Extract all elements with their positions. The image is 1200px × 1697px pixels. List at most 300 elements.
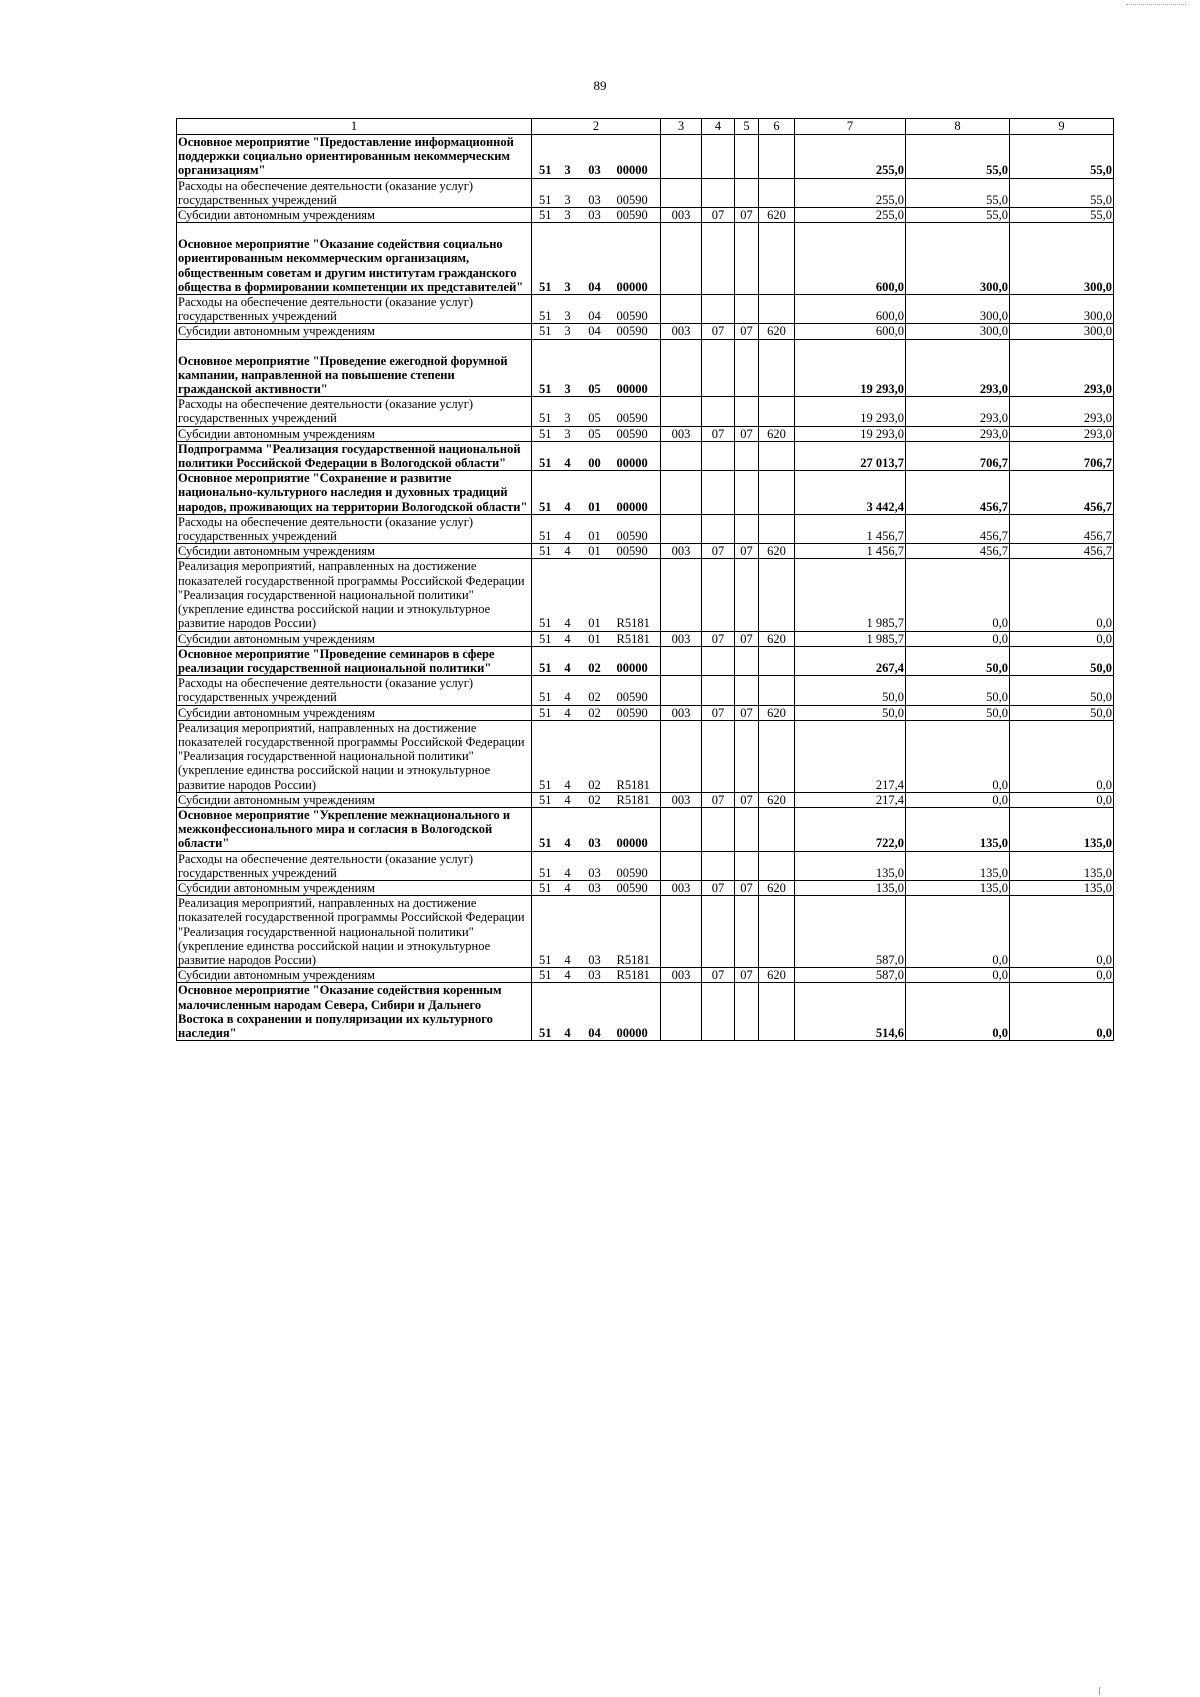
amount-col-7: 1 456,7 (795, 544, 906, 559)
amount-col-9: 0,0 (1010, 968, 1114, 983)
amount-col-9: 0,0 (1010, 983, 1114, 1041)
subprogram-code: 4 (559, 514, 577, 543)
subsection-code (735, 896, 759, 968)
amount-col-9: 135,0 (1010, 880, 1114, 895)
row-name: Субсидии автономным учреждениям (177, 544, 532, 559)
header-col-7: 7 (795, 119, 906, 135)
row-name: Реализация мероприятий, направленных на достижение показателей государственной программы Российской Федерации "Реализация государственной национальной политики" (укрепление единства российской нации и этнокультурное развитие народов России) (177, 896, 532, 968)
amount-col-7: 255,0 (795, 135, 906, 179)
amount-col-9: 300,0 (1010, 324, 1114, 339)
measure-code: 02 (577, 792, 613, 807)
table-row (177, 544, 1114, 559)
expense-type-code: 620 (759, 426, 795, 441)
section-code (702, 339, 735, 397)
subprogram-code: 4 (559, 983, 577, 1041)
scan-edge-mark (1126, 0, 1186, 5)
amount-col-8: 50,0 (906, 676, 1010, 705)
amount-col-9: 135,0 (1010, 807, 1114, 851)
subprogram-code: 4 (559, 968, 577, 983)
row-name: Расходы на обеспечение деятельности (оказание услуг) государственных учреждений (177, 178, 532, 207)
subprogram-code: 3 (559, 135, 577, 179)
subprogram-code: 3 (559, 178, 577, 207)
program-code: 51 (532, 471, 559, 515)
section-code: 07 (702, 426, 735, 441)
subprogram-code: 3 (559, 426, 577, 441)
row-name: Подпрограмма "Реализация государственной национальной политики Российской Федерации в Вологодской области" (177, 441, 532, 470)
department-code (661, 559, 702, 631)
expense-type-code: 620 (759, 880, 795, 895)
amount-col-7: 135,0 (795, 880, 906, 895)
program-code: 51 (532, 324, 559, 339)
department-code (661, 514, 702, 543)
amount-col-8: 706,7 (906, 441, 1010, 470)
subsection-code: 07 (735, 631, 759, 646)
header-col-1: 1 (177, 119, 532, 135)
section-code (702, 471, 735, 515)
expense-type-code (759, 471, 795, 515)
amount-col-8: 0,0 (906, 968, 1010, 983)
amount-col-8: 55,0 (906, 208, 1010, 223)
direction-code: 00590 (613, 208, 661, 223)
subprogram-code: 4 (559, 851, 577, 880)
direction-code: 00590 (613, 295, 661, 324)
program-code: 51 (532, 208, 559, 223)
amount-col-8: 300,0 (906, 223, 1010, 295)
amount-col-9: 293,0 (1010, 339, 1114, 397)
subsection-code (735, 223, 759, 295)
row-name: Субсидии автономным учреждениям (177, 968, 532, 983)
expense-type-code (759, 441, 795, 470)
direction-code: R5181 (613, 631, 661, 646)
direction-code: 00590 (613, 514, 661, 543)
department-code (661, 397, 702, 426)
department-code: 003 (661, 208, 702, 223)
section-code (702, 720, 735, 792)
direction-code: 00590 (613, 426, 661, 441)
table-row (177, 646, 1114, 675)
table-row (177, 223, 1114, 295)
measure-code: 05 (577, 339, 613, 397)
amount-col-9: 293,0 (1010, 397, 1114, 426)
amount-col-7: 722,0 (795, 807, 906, 851)
program-code: 51 (532, 880, 559, 895)
direction-code: 00000 (613, 441, 661, 470)
program-code: 51 (532, 676, 559, 705)
amount-col-8: 55,0 (906, 178, 1010, 207)
measure-code: 04 (577, 324, 613, 339)
program-code: 51 (532, 896, 559, 968)
section-code: 07 (702, 208, 735, 223)
department-code (661, 339, 702, 397)
table-row (177, 441, 1114, 470)
subprogram-code: 4 (559, 631, 577, 646)
header-col-8: 8 (906, 119, 1010, 135)
amount-col-7: 19 293,0 (795, 426, 906, 441)
measure-code: 03 (577, 208, 613, 223)
department-code (661, 223, 702, 295)
table-row (177, 705, 1114, 720)
subsection-code (735, 178, 759, 207)
section-code (702, 676, 735, 705)
section-code: 07 (702, 880, 735, 895)
amount-col-7: 1 985,7 (795, 559, 906, 631)
table-row (177, 676, 1114, 705)
subsection-code (735, 339, 759, 397)
amount-col-9: 300,0 (1010, 223, 1114, 295)
expense-type-code (759, 983, 795, 1041)
amount-col-8: 135,0 (906, 851, 1010, 880)
section-code (702, 896, 735, 968)
amount-col-9: 0,0 (1010, 631, 1114, 646)
program-code: 51 (532, 397, 559, 426)
subsection-code (735, 397, 759, 426)
amount-col-8: 50,0 (906, 705, 1010, 720)
table-row (177, 720, 1114, 792)
table-row (177, 807, 1114, 851)
amount-col-7: 587,0 (795, 896, 906, 968)
program-code: 51 (532, 223, 559, 295)
amount-col-9: 50,0 (1010, 646, 1114, 675)
subsection-code (735, 807, 759, 851)
program-code: 51 (532, 135, 559, 179)
direction-code: 00000 (613, 223, 661, 295)
expense-type-code (759, 807, 795, 851)
table-header-row (177, 119, 1114, 135)
direction-code: 00590 (613, 705, 661, 720)
amount-col-7: 255,0 (795, 178, 906, 207)
amount-col-7: 514,6 (795, 983, 906, 1041)
department-code (661, 135, 702, 179)
row-name: Основное мероприятие "Сохранение и развитие национально-культурного наследия и духовных традиций народов, проживающих на территории Вологодской области" (177, 471, 532, 515)
section-code (702, 514, 735, 543)
department-code: 003 (661, 426, 702, 441)
amount-col-7: 255,0 (795, 208, 906, 223)
section-code: 07 (702, 792, 735, 807)
program-code: 51 (532, 646, 559, 675)
amount-col-8: 0,0 (906, 720, 1010, 792)
subprogram-code: 4 (559, 676, 577, 705)
expense-type-code (759, 339, 795, 397)
table-row (177, 983, 1114, 1041)
measure-code: 01 (577, 514, 613, 543)
section-code: 07 (702, 705, 735, 720)
department-code: 003 (661, 544, 702, 559)
header-col-4: 4 (702, 119, 735, 135)
program-code: 51 (532, 720, 559, 792)
table-row (177, 559, 1114, 631)
program-code: 51 (532, 968, 559, 983)
amount-col-9: 55,0 (1010, 208, 1114, 223)
department-code (661, 295, 702, 324)
measure-code: 03 (577, 135, 613, 179)
measure-code: 00 (577, 441, 613, 470)
department-code: 003 (661, 631, 702, 646)
department-code: 003 (661, 324, 702, 339)
row-name: Основное мероприятие "Проведение ежегодной форумной кампании, направленной на повышение степени гражданской активности" (177, 339, 532, 397)
subsection-code (735, 646, 759, 675)
measure-code: 02 (577, 646, 613, 675)
table-row (177, 426, 1114, 441)
subsection-code: 07 (735, 880, 759, 895)
amount-col-7: 1 985,7 (795, 631, 906, 646)
expense-type-code (759, 851, 795, 880)
subprogram-code: 4 (559, 720, 577, 792)
subprogram-code: 3 (559, 397, 577, 426)
expense-type-code (759, 676, 795, 705)
section-code (702, 178, 735, 207)
amount-col-8: 456,7 (906, 544, 1010, 559)
subprogram-code: 4 (559, 705, 577, 720)
measure-code: 03 (577, 968, 613, 983)
subsection-code: 07 (735, 544, 759, 559)
program-code: 51 (532, 559, 559, 631)
subsection-code (735, 676, 759, 705)
amount-col-8: 0,0 (906, 983, 1010, 1041)
section-code (702, 851, 735, 880)
program-code: 51 (532, 295, 559, 324)
amount-col-9: 456,7 (1010, 471, 1114, 515)
expense-type-code (759, 223, 795, 295)
amount-col-8: 456,7 (906, 471, 1010, 515)
measure-code: 02 (577, 676, 613, 705)
amount-col-7: 50,0 (795, 676, 906, 705)
amount-col-7: 19 293,0 (795, 339, 906, 397)
table-row (177, 968, 1114, 983)
table-row (177, 792, 1114, 807)
department-code: 003 (661, 705, 702, 720)
table-row (177, 896, 1114, 968)
row-name: Расходы на обеспечение деятельности (оказание услуг) государственных учреждений (177, 295, 532, 324)
measure-code: 01 (577, 631, 613, 646)
department-code: 003 (661, 880, 702, 895)
row-name: Расходы на обеспечение деятельности (оказание услуг) государственных учреждений (177, 676, 532, 705)
program-code: 51 (532, 426, 559, 441)
subprogram-code: 3 (559, 208, 577, 223)
row-name: Основное мероприятие "Оказание содействия социально ориентированным некоммерческим организациям, общественным советам и другим институтам гражданского общества в формировании компетенции их представителей" (177, 223, 532, 295)
expense-type-code (759, 720, 795, 792)
subsection-code (735, 471, 759, 515)
amount-col-9: 456,7 (1010, 544, 1114, 559)
subsection-code (735, 983, 759, 1041)
department-code (661, 178, 702, 207)
amount-col-9: 706,7 (1010, 441, 1114, 470)
table-row (177, 178, 1114, 207)
row-name: Субсидии автономным учреждениям (177, 426, 532, 441)
program-code: 51 (532, 807, 559, 851)
measure-code: 04 (577, 295, 613, 324)
amount-col-9: 55,0 (1010, 135, 1114, 179)
measure-code: 02 (577, 705, 613, 720)
subsection-code (735, 559, 759, 631)
direction-code: 00000 (613, 807, 661, 851)
amount-col-7: 217,4 (795, 720, 906, 792)
direction-code: 00590 (613, 178, 661, 207)
subsection-code (735, 135, 759, 179)
page-number: 89 (593, 78, 607, 93)
subsection-code: 07 (735, 208, 759, 223)
expense-type-code: 620 (759, 208, 795, 223)
amount-col-9: 0,0 (1010, 792, 1114, 807)
amount-col-8: 293,0 (906, 426, 1010, 441)
amount-col-9: 0,0 (1010, 559, 1114, 631)
expense-type-code (759, 397, 795, 426)
program-code: 51 (532, 983, 559, 1041)
section-code (702, 559, 735, 631)
expense-type-code (759, 178, 795, 207)
department-code (661, 851, 702, 880)
subprogram-code: 4 (559, 646, 577, 675)
row-name: Основное мероприятие "Укрепление межнационального и межконфессионального мира и согласия в Вологодской области" (177, 807, 532, 851)
direction-code: 00590 (613, 676, 661, 705)
row-name: Субсидии автономным учреждениям (177, 208, 532, 223)
section-code (702, 135, 735, 179)
amount-col-8: 0,0 (906, 896, 1010, 968)
scan-edge-mark (1099, 1687, 1140, 1695)
direction-code: 00590 (613, 544, 661, 559)
expense-type-code (759, 514, 795, 543)
department-code (661, 471, 702, 515)
amount-col-9: 50,0 (1010, 676, 1114, 705)
table-row (177, 514, 1114, 543)
expense-type-code (759, 559, 795, 631)
table-body (177, 135, 1114, 1041)
direction-code: 00000 (613, 471, 661, 515)
row-name: Субсидии автономным учреждениям (177, 792, 532, 807)
section-code: 07 (702, 631, 735, 646)
amount-col-8: 300,0 (906, 324, 1010, 339)
expense-type-code: 620 (759, 968, 795, 983)
department-code (661, 807, 702, 851)
amount-col-8: 293,0 (906, 397, 1010, 426)
subsection-code (735, 720, 759, 792)
section-code (702, 646, 735, 675)
subsection-code: 07 (735, 705, 759, 720)
amount-col-8: 55,0 (906, 135, 1010, 179)
header-col-3: 3 (661, 119, 702, 135)
direction-code: R5181 (613, 968, 661, 983)
subsection-code: 07 (735, 426, 759, 441)
table-row (177, 851, 1114, 880)
direction-code: 00000 (613, 339, 661, 397)
amount-col-7: 1 456,7 (795, 514, 906, 543)
amount-col-9: 0,0 (1010, 720, 1114, 792)
amount-col-8: 135,0 (906, 807, 1010, 851)
subsection-code: 07 (735, 792, 759, 807)
amount-col-9: 0,0 (1010, 896, 1114, 968)
table-row (177, 880, 1114, 895)
direction-code: R5181 (613, 896, 661, 968)
amount-col-9: 135,0 (1010, 851, 1114, 880)
row-name: Субсидии автономным учреждениям (177, 631, 532, 646)
section-code (702, 983, 735, 1041)
amount-col-7: 3 442,4 (795, 471, 906, 515)
direction-code: 00000 (613, 983, 661, 1041)
subprogram-code: 4 (559, 559, 577, 631)
measure-code: 04 (577, 223, 613, 295)
subprogram-code: 4 (559, 880, 577, 895)
subprogram-code: 4 (559, 807, 577, 851)
table-row (177, 397, 1114, 426)
table-row (177, 471, 1114, 515)
department-code (661, 983, 702, 1041)
program-code: 51 (532, 631, 559, 646)
subprogram-code: 3 (559, 223, 577, 295)
amount-col-8: 300,0 (906, 295, 1010, 324)
subprogram-code: 4 (559, 544, 577, 559)
amount-col-7: 587,0 (795, 968, 906, 983)
direction-code: 00590 (613, 851, 661, 880)
expense-type-code (759, 646, 795, 675)
row-name: Основное мероприятие "Предоставление информационной поддержки социально ориентированным некоммерческим организациям" (177, 135, 532, 179)
measure-code: 01 (577, 471, 613, 515)
section-code (702, 441, 735, 470)
amount-col-9: 55,0 (1010, 178, 1114, 207)
department-code (661, 720, 702, 792)
amount-col-7: 267,4 (795, 646, 906, 675)
measure-code: 03 (577, 178, 613, 207)
measure-code: 02 (577, 720, 613, 792)
program-code: 51 (532, 544, 559, 559)
amount-col-7: 19 293,0 (795, 397, 906, 426)
department-code (661, 646, 702, 675)
subprogram-code: 3 (559, 324, 577, 339)
subprogram-code: 4 (559, 896, 577, 968)
program-code: 51 (532, 441, 559, 470)
row-name: Основное мероприятие "Проведение семинаров в сфере реализации государственной национальной политики" (177, 646, 532, 675)
table-row (177, 631, 1114, 646)
header-col-6: 6 (759, 119, 795, 135)
subsection-code (735, 295, 759, 324)
amount-col-8: 135,0 (906, 880, 1010, 895)
department-code: 003 (661, 968, 702, 983)
row-name: Реализация мероприятий, направленных на достижение показателей государственной программы Российской Федерации "Реализация государственной национальной политики" (укрепление единства российской нации и этнокультурное развитие народов России) (177, 720, 532, 792)
direction-code: 00000 (613, 646, 661, 675)
measure-code: 03 (577, 851, 613, 880)
amount-col-7: 217,4 (795, 792, 906, 807)
measure-code: 04 (577, 983, 613, 1041)
amount-col-8: 50,0 (906, 646, 1010, 675)
row-name: Основное мероприятие "Оказание содействия коренным малочисленным народам Севера, Сибири и Дальнего Востока в сохранении и популяризации их культурного наследия" (177, 983, 532, 1041)
header-col-5: 5 (735, 119, 759, 135)
subprogram-code: 3 (559, 295, 577, 324)
department-code (661, 676, 702, 705)
table-row (177, 324, 1114, 339)
section-code (702, 223, 735, 295)
amount-col-8: 293,0 (906, 339, 1010, 397)
section-code (702, 807, 735, 851)
section-code: 07 (702, 324, 735, 339)
amount-col-8: 0,0 (906, 792, 1010, 807)
expense-type-code: 620 (759, 705, 795, 720)
header-col-9: 9 (1010, 119, 1114, 135)
row-name: Расходы на обеспечение деятельности (оказание услуг) государственных учреждений (177, 851, 532, 880)
amount-col-7: 600,0 (795, 324, 906, 339)
subsection-code: 07 (735, 324, 759, 339)
measure-code: 01 (577, 559, 613, 631)
section-code: 07 (702, 968, 735, 983)
expense-type-code: 620 (759, 792, 795, 807)
measure-code: 03 (577, 807, 613, 851)
table-row (177, 208, 1114, 223)
subsection-code: 07 (735, 968, 759, 983)
amount-col-7: 50,0 (795, 705, 906, 720)
amount-col-9: 293,0 (1010, 426, 1114, 441)
amount-col-9: 456,7 (1010, 514, 1114, 543)
row-name: Субсидии автономным учреждениям (177, 880, 532, 895)
table-row (177, 295, 1114, 324)
direction-code: 00590 (613, 397, 661, 426)
expense-type-code (759, 295, 795, 324)
